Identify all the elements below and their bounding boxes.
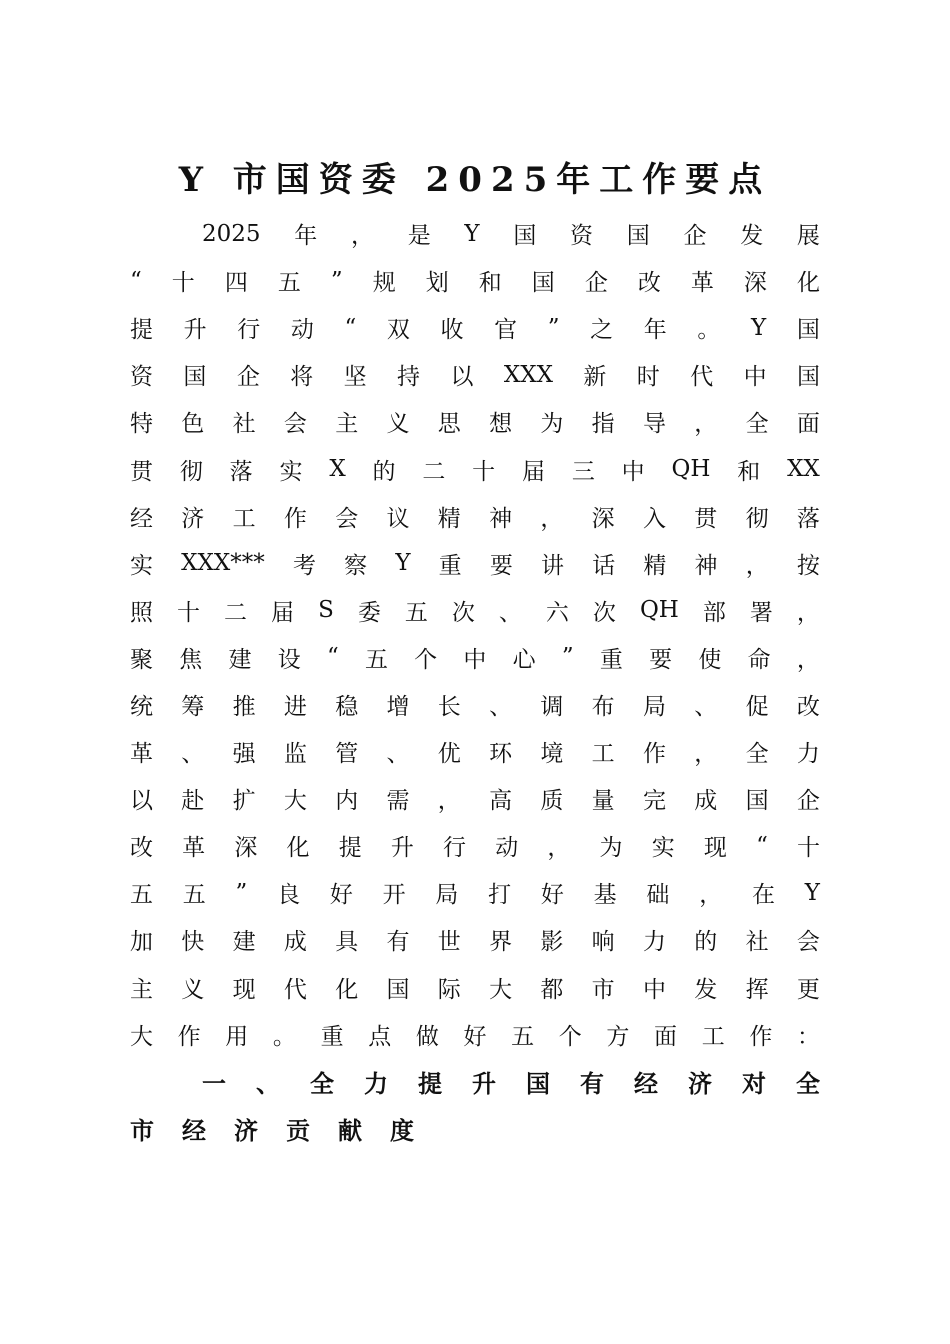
text-token: 经: [130, 505, 153, 532]
text-token: 济: [181, 505, 205, 532]
text-token: 全: [745, 741, 769, 768]
text-token: 落: [796, 505, 820, 532]
text-token: 察: [344, 552, 368, 579]
text-token: 对: [742, 1069, 766, 1098]
text-token: 国: [626, 223, 650, 250]
paragraph-line: [130, 728, 820, 775]
text-token: 、: [181, 741, 205, 768]
text-token: 扩: [232, 788, 256, 815]
text-token: 完: [642, 788, 666, 815]
text-token: 将: [290, 364, 314, 391]
text-token: 之: [590, 317, 614, 344]
text-token: 2025: [202, 220, 261, 247]
text-token: 需: [386, 788, 410, 815]
text-token: XXX: [503, 361, 553, 388]
text-token: ，: [547, 835, 571, 862]
paragraph-line: [130, 964, 820, 1011]
text-token: 五: [511, 1023, 535, 1050]
text-token: ，: [437, 788, 461, 815]
text-token: 企: [584, 270, 608, 297]
text-token: 坚: [343, 364, 367, 391]
text-token: Y: [464, 220, 480, 247]
text-token: 年: [294, 223, 318, 250]
text-token: 会: [335, 505, 359, 532]
text-token: 行: [443, 835, 467, 862]
text-token: 、: [256, 1069, 280, 1098]
text-token: 全: [310, 1069, 334, 1098]
text-token: 心: [512, 646, 536, 673]
text-token: 力: [364, 1069, 388, 1098]
text-token: 基: [593, 882, 617, 909]
text-token: 量: [591, 788, 615, 815]
text-token: 一: [202, 1069, 226, 1098]
text-token: 影: [540, 929, 564, 956]
text-token: 赴: [181, 788, 205, 815]
text-token: 五: [277, 270, 301, 297]
text-token: ”: [330, 267, 343, 294]
text-token: 世: [437, 929, 461, 956]
text-token: 加: [130, 929, 153, 956]
text-token: 经: [182, 1116, 206, 1145]
text-token: 作: [642, 741, 666, 768]
text-token: 面: [796, 411, 820, 438]
text-token: 色: [181, 411, 205, 438]
text-token: 发: [740, 223, 764, 250]
text-token: 深: [743, 270, 767, 297]
text-token: 国: [183, 364, 207, 391]
text-token: 五: [364, 646, 388, 673]
text-token: 为: [540, 411, 564, 438]
text-token: 企: [236, 364, 260, 391]
text-token: 的: [372, 458, 396, 485]
text-token: 时: [636, 364, 660, 391]
text-token: 代: [283, 976, 307, 1003]
text-token: 稳: [335, 693, 359, 720]
text-token: 是: [407, 223, 431, 250]
text-token: 建: [228, 646, 252, 673]
paragraph-line: [130, 493, 820, 540]
text-token: 更: [796, 976, 820, 1003]
text-token: 现: [232, 976, 256, 1003]
text-token: 议: [386, 505, 410, 532]
text-token: 重: [320, 1023, 344, 1050]
text-token: 导: [642, 411, 666, 438]
text-token: 委: [357, 599, 381, 626]
text-token: ，: [796, 599, 820, 626]
text-token: 改: [130, 835, 153, 862]
text-token: 国: [745, 788, 769, 815]
text-token: 筹: [181, 693, 205, 720]
text-token: ，: [699, 882, 723, 909]
text-token: 重: [438, 552, 462, 579]
text-token: 贯: [694, 505, 718, 532]
text-token: 现: [703, 835, 727, 862]
text-token: 础: [646, 882, 670, 909]
text-token: X: [329, 456, 346, 483]
text-token: 五: [404, 599, 428, 626]
text-token: 主: [335, 411, 359, 438]
text-token: 实: [279, 458, 303, 485]
text-token: 增: [386, 693, 410, 720]
text-token: 好: [540, 882, 564, 909]
section-heading-line: [130, 1058, 820, 1105]
text-token: 个: [558, 1023, 582, 1050]
text-token: 布: [591, 693, 615, 720]
text-token: ”: [547, 314, 560, 341]
text-token: 届: [271, 599, 295, 626]
text-token: 成: [283, 929, 307, 956]
paragraph-line: [130, 445, 820, 492]
text-token: 照: [130, 599, 153, 626]
text-token: 新: [583, 364, 607, 391]
text-token: 进: [283, 693, 307, 720]
text-token: 落: [229, 458, 253, 485]
text-token: 改: [796, 693, 820, 720]
text-token: 为: [599, 835, 623, 862]
text-token: 十: [472, 458, 496, 485]
text-token: 、: [386, 741, 410, 768]
text-token: QH: [639, 597, 679, 624]
text-token: 规: [372, 270, 396, 297]
text-token: “: [130, 267, 142, 294]
text-token: 工: [701, 1023, 725, 1050]
text-token: ，: [745, 552, 769, 579]
text-token: 特: [130, 411, 153, 438]
text-token: 革: [182, 835, 206, 862]
text-token: 济: [234, 1116, 258, 1145]
text-token: 济: [688, 1069, 712, 1098]
text-token: 动: [290, 317, 314, 344]
text-token: ，: [694, 411, 718, 438]
text-token: 中: [642, 976, 666, 1003]
text-token: 十: [797, 835, 820, 862]
text-token: 有: [580, 1069, 604, 1098]
text-token: ，: [796, 646, 820, 673]
text-token: 、: [489, 693, 513, 720]
text-token: 二: [422, 458, 446, 485]
text-token: QH: [671, 456, 711, 483]
text-token: 。: [697, 317, 721, 344]
text-token: 界: [489, 929, 513, 956]
text-token: 升: [183, 317, 207, 344]
text-token: ”: [235, 879, 248, 906]
text-token: 际: [437, 976, 461, 1003]
text-token: 持: [397, 364, 421, 391]
text-token: 作: [749, 1023, 773, 1050]
text-token: 中: [621, 458, 645, 485]
text-token: 局: [642, 693, 666, 720]
text-token: 要: [489, 552, 513, 579]
text-token: 管: [335, 741, 359, 768]
text-token: 质: [540, 788, 564, 815]
text-token: 挥: [745, 976, 769, 1003]
text-token: 方: [606, 1023, 630, 1050]
text-token: 官: [494, 317, 518, 344]
text-token: 资: [570, 223, 594, 250]
paragraph-line: [130, 1011, 820, 1058]
text-token: 指: [591, 411, 615, 438]
text-token: 升: [390, 835, 414, 862]
text-token: 设: [277, 646, 301, 673]
text-token: 考: [292, 552, 316, 579]
text-token: 国: [513, 223, 537, 250]
text-token: 十: [177, 599, 201, 626]
text-token: 良: [277, 882, 301, 909]
text-token: 实: [130, 552, 153, 579]
text-token: 部: [702, 599, 726, 626]
text-token: 年: [643, 317, 667, 344]
text-token: 做: [415, 1023, 439, 1050]
text-token: ，: [350, 223, 374, 250]
text-token: 聚: [130, 646, 153, 673]
text-token: ：: [796, 1023, 820, 1050]
text-token: 深: [591, 505, 615, 532]
text-token: 三: [571, 458, 595, 485]
text-token: 资: [130, 364, 153, 391]
text-token: 用: [225, 1023, 249, 1050]
text-token: 监: [283, 741, 307, 768]
text-token: 要: [649, 646, 673, 673]
text-token: 革: [130, 741, 153, 768]
text-token: “: [326, 644, 339, 671]
text-token: 贡: [286, 1116, 310, 1145]
text-token: 精: [643, 552, 667, 579]
text-token: 六: [545, 599, 569, 626]
text-token: 讲: [541, 552, 565, 579]
text-token: 国: [797, 364, 820, 391]
text-token: 中: [743, 364, 767, 391]
text-token: 化: [796, 270, 820, 297]
paragraph-line: [130, 681, 820, 728]
text-token: 神: [489, 505, 513, 532]
text-token: 重: [599, 646, 623, 673]
text-token: 全: [796, 1069, 820, 1098]
text-token: 提: [418, 1069, 442, 1098]
text-token: 精: [437, 505, 461, 532]
text-token: 届: [522, 458, 545, 485]
text-token: 企: [683, 223, 707, 250]
text-token: 度: [390, 1116, 414, 1145]
text-token: 彻: [745, 505, 769, 532]
text-token: 响: [591, 929, 615, 956]
text-token: 作: [177, 1023, 201, 1050]
text-token: 双: [386, 317, 410, 344]
text-token: 升: [472, 1069, 496, 1098]
text-token: 强: [232, 741, 256, 768]
text-token: 推: [232, 693, 256, 720]
text-token: 作: [283, 505, 307, 532]
text-token: S: [318, 597, 334, 624]
text-token: 有: [386, 929, 410, 956]
text-token: 命: [747, 646, 771, 673]
text-token: 五: [130, 882, 153, 909]
text-token: 深: [234, 835, 258, 862]
text-token: 代: [690, 364, 714, 391]
text-token: 国: [531, 270, 555, 297]
text-token: Y: [804, 879, 820, 906]
text-token: 的: [694, 929, 718, 956]
paragraph-line: [130, 398, 820, 445]
text-token: 会: [796, 929, 820, 956]
text-token: 国: [386, 976, 410, 1003]
text-token: 以: [450, 364, 474, 391]
text-token: 提: [130, 317, 153, 344]
text-token: 二: [224, 599, 248, 626]
paragraph-line: [130, 540, 820, 587]
text-token: 义: [386, 411, 410, 438]
text-token: ，: [694, 741, 718, 768]
text-token: 点: [368, 1023, 392, 1050]
text-token: 好: [463, 1023, 487, 1050]
text-token: 动: [495, 835, 519, 862]
text-token: 次: [592, 599, 616, 626]
text-token: 以: [130, 788, 153, 815]
text-token: 行: [237, 317, 261, 344]
text-token: 开: [382, 882, 406, 909]
text-token: 、: [694, 693, 718, 720]
section-heading-line: [130, 1105, 820, 1152]
text-token: 建: [232, 929, 256, 956]
text-token: 展: [796, 223, 820, 250]
text-token: 、: [498, 599, 522, 626]
text-token: 大: [130, 1023, 153, 1050]
paragraph-line: [130, 634, 820, 681]
text-token: 促: [745, 693, 769, 720]
text-token: 好: [329, 882, 353, 909]
paragraph-line: [130, 210, 820, 257]
text-token: 内: [335, 788, 359, 815]
text-token: 市: [130, 1116, 154, 1145]
paragraph-line: [130, 304, 820, 351]
text-token: 都: [540, 976, 564, 1003]
paragraph-line: [130, 587, 820, 634]
text-token: 经: [634, 1069, 658, 1098]
paragraph-line: [130, 869, 820, 916]
text-token: 和: [737, 458, 761, 485]
text-token: ”: [561, 644, 574, 671]
text-token: 成: [694, 788, 718, 815]
text-token: 企: [796, 788, 820, 815]
text-token: 收: [440, 317, 464, 344]
text-token: 思: [437, 411, 461, 438]
text-token: ，: [540, 505, 564, 532]
text-token: 国: [796, 317, 820, 344]
text-token: XXX***: [181, 550, 265, 577]
text-token: 中: [463, 646, 487, 673]
text-token: 统: [130, 693, 153, 720]
text-token: 市: [591, 976, 615, 1003]
text-token: 长: [437, 693, 461, 720]
text-token: 工: [232, 505, 256, 532]
text-token: 划: [425, 270, 449, 297]
text-token: Y: [751, 314, 767, 341]
text-token: 社: [232, 411, 256, 438]
text-token: 大: [283, 788, 307, 815]
text-token: 环: [489, 741, 513, 768]
text-token: 打: [488, 882, 512, 909]
text-token: 化: [335, 976, 359, 1003]
text-token: XX: [787, 456, 820, 483]
text-token: 入: [642, 505, 666, 532]
text-token: 主: [130, 976, 153, 1003]
text-token: 提: [338, 835, 362, 862]
text-token: 大: [489, 976, 513, 1003]
text-token: 义: [181, 976, 205, 1003]
text-token: 在: [751, 882, 775, 909]
text-token: 。: [272, 1023, 296, 1050]
text-token: 和: [478, 270, 502, 297]
text-token: 焦: [179, 646, 203, 673]
text-token: 化: [286, 835, 310, 862]
text-token: 署: [749, 599, 773, 626]
text-token: 改: [637, 270, 661, 297]
paragraph-line: [130, 257, 820, 304]
text-token: 力: [642, 929, 666, 956]
paragraph-line: [130, 775, 820, 822]
text-token: 个: [414, 646, 438, 673]
text-token: 按: [796, 552, 820, 579]
text-token: 献: [338, 1116, 362, 1145]
text-token: 十: [171, 270, 195, 297]
text-token: “: [756, 832, 768, 859]
paragraph-line: [130, 351, 820, 398]
text-token: 全: [745, 411, 769, 438]
text-token: 发: [694, 976, 718, 1003]
text-token: 高: [489, 788, 513, 815]
text-token: 优: [437, 741, 461, 768]
text-token: 彻: [179, 458, 203, 485]
text-token: 神: [694, 552, 718, 579]
body-text: [130, 210, 820, 1152]
text-token: 话: [592, 552, 616, 579]
text-token: 次: [451, 599, 475, 626]
text-token: 社: [745, 929, 769, 956]
text-token: 会: [283, 411, 307, 438]
text-token: 贯: [130, 458, 153, 485]
text-token: 实: [651, 835, 675, 862]
text-token: 想: [489, 411, 513, 438]
text-token: 境: [540, 741, 564, 768]
paragraph-line: [130, 916, 820, 963]
paragraph-line: [130, 822, 820, 869]
text-token: 力: [796, 741, 820, 768]
text-token: 具: [335, 929, 359, 956]
text-token: 局: [435, 882, 459, 909]
text-token: 国: [526, 1069, 550, 1098]
text-token: “: [344, 314, 357, 341]
text-token: 使: [698, 646, 722, 673]
document-title: Y 市国资委 2025年工作要点: [178, 160, 772, 200]
text-token: 四: [224, 270, 248, 297]
text-token: 五: [182, 882, 206, 909]
text-token: 革: [690, 270, 714, 297]
text-token: 工: [591, 741, 615, 768]
text-token: 快: [181, 929, 205, 956]
text-token: 面: [654, 1023, 678, 1050]
text-token: Y: [395, 550, 411, 577]
text-token: 调: [540, 693, 564, 720]
